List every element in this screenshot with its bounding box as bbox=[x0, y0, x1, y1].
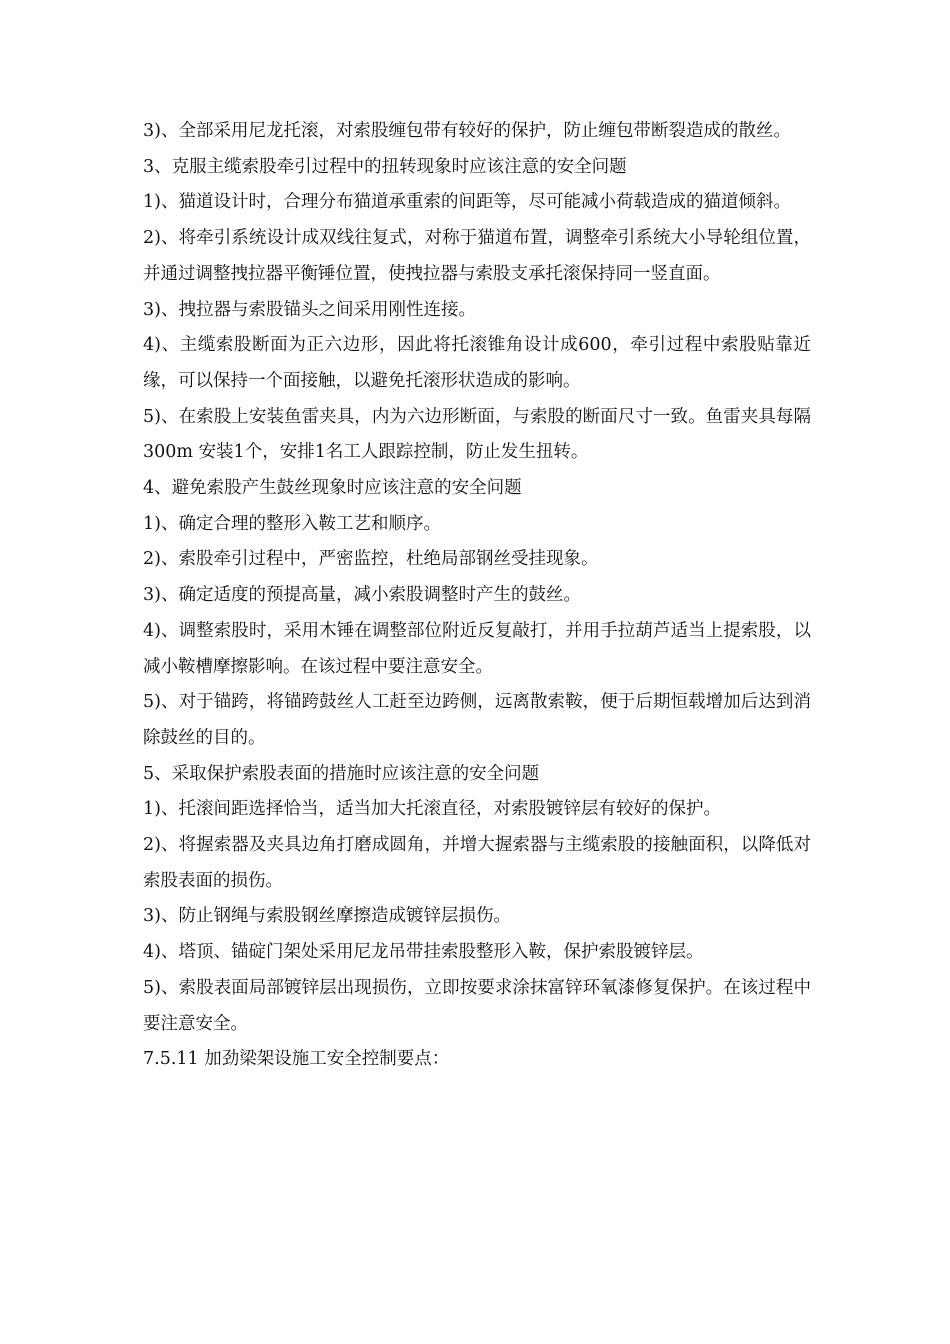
paragraph-5-zinc-repair: 5)、索股表面局部镀锌层出现损伤，立即按要求涂抹富锌环氧漆修复保护。在该过程中要注意安全。 bbox=[143, 977, 811, 1034]
paragraph-1-catwalk-design: 1)、猫道设计时，合理分布猫道承重索的间距等，尽可能减小荷载造成的猫道倾斜。 bbox=[143, 192, 791, 213]
paragraph-2-monitoring: 2)、索股牵引过程中，严密监控，杜绝局部钢丝受挂现象。 bbox=[143, 549, 599, 570]
paragraph-3-rope-friction: 3)、防止钢绳与索股钢丝摩擦造成镀锌层损伤。 bbox=[143, 906, 511, 927]
paragraph-3-pre-lift: 3)、确定适度的预提高量，减小索股调整时产生的鼓丝。 bbox=[143, 585, 581, 606]
heading-4-bulging-safety: 4、避免索股产生鼓丝现象时应该注意的安全问题 bbox=[143, 478, 522, 499]
paragraph-4-hexagon-section: 4)、主缆索股断面为正六边形，因此将托滚锥角设计成600，牵引过程中索股贴靠近缘，可以保持一个面接触，以避免托滚形状造成的影响。 bbox=[143, 335, 811, 391]
paragraph-3-nylon-rollers: 3)、全部采用尼龙托滚，对索股缠包带有较好的保护，防止缠包带断裂造成的散丝。 bbox=[143, 121, 791, 141]
heading-3-torsion-safety: 3、克服主缆索股牵引过程中的扭转现象时应该注意的安全问题 bbox=[143, 156, 627, 177]
section-heading-7-5-11: 7.5.11 加劲梁架设施工安全控制要点： bbox=[143, 1049, 450, 1070]
paragraph-3-rigid-connection: 3)、拽拉器与索股锚头之间采用刚性连接。 bbox=[143, 299, 476, 320]
paragraph-5-anchor-span: 5)、对于锚跨，将锚跨鼓丝人工赶至边跨侧，远离散索鞍，便于后期恒载增加后达到消除鼓丝的目的。 bbox=[143, 692, 811, 748]
paragraph-1-roller-spacing: 1)、托滚间距选择恰当，适当加大托滚直径，对索股镀锌层有较好的保护。 bbox=[143, 799, 721, 820]
paragraph-2-rounded-corners: 2)、将握索器及夹具边角打磨成圆角，并增大握索器与主缆索股的接触面积，以降低对索股表面的损伤。 bbox=[143, 835, 811, 891]
paragraph-4-wooden-hammer: 4)、调整索股时，采用木锤在调整部位附近反复敲打，并用手拉葫芦适当上提索股，以减小鞍槽摩擦影响。在该过程中要注意安全。 bbox=[143, 620, 811, 677]
paragraph-4-nylon-sling: 4)、塔顶、锚碇门架处采用尼龙吊带挂索股整形入鞍，保护索股镀锌层。 bbox=[143, 942, 704, 963]
paragraph-1-saddle-process: 1)、确定合理的整形入鞍工艺和顺序。 bbox=[143, 513, 441, 534]
paragraph-2-traction-system: 2)、将牵引系统设计成双线往复式，对称于猫道布置，调整牵引系统大小导轮组位置，并通过调整拽拉器平衡锤位置，使拽拉器与索股支承托滚保持同一竖直面。 bbox=[143, 228, 811, 284]
document-body bbox=[143, 114, 811, 1078]
paragraph-5-torpedo-clamp: 5)、在索股上安装鱼雷夹具，内为六边形断面，与索股的断面尺寸一致。鱼雷夹具每隔300m 安装1个，安排1名工人跟踪控制，防止发生扭转。 bbox=[143, 406, 811, 463]
heading-5-surface-protection: 5、采取保护索股表面的措施时应该注意的安全问题 bbox=[143, 763, 540, 784]
